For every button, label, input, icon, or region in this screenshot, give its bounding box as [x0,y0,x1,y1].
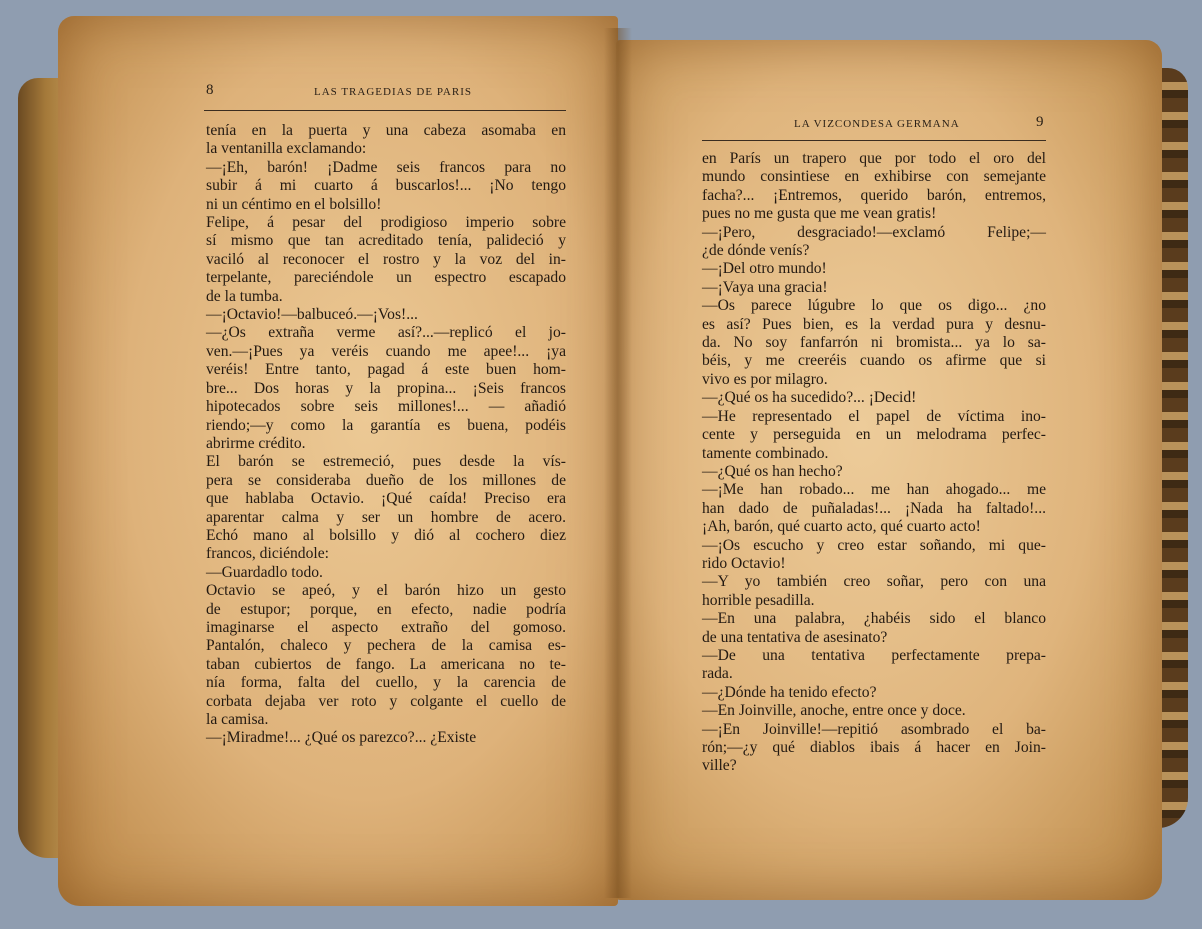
right-page-number: 9 [1036,114,1044,130]
right-running-head: LA VIZCONDESA GERMANA [794,118,960,130]
text-line: es así? Pues bien, es la verdad pura y desnu- [702,315,1046,333]
text-line: sí mismo que tan acreditado tenía, palideció y [206,232,566,250]
text-line: —En Joinville, anoche, entre once y doce. [702,702,966,720]
text-line: —En una palabra, ¿habéis sido el blanco [702,610,1046,628]
left-page [58,16,618,906]
text-line: subir á mi cuarto á buscarlos!... ¡No tengo [206,177,566,195]
text-line: vaciló al reconocer el rostro y la voz del in- [206,250,566,268]
text-line: béis, y me creeréis cuando os afirme que si [702,352,1046,370]
text-line: tamente combinado. [702,444,829,462]
text-line: —¡Pero, desgraciado!—exclamó Felipe;— [702,223,1046,241]
text-line: rido Octavio! [702,554,786,572]
text-line: ven.—¡Pues ya veréis cuando me apee!... ¡ya [206,342,566,360]
text-line: Pantalón, chaleco y pechera de la camisa es- [206,637,566,655]
text-line: veréis! Entre tanto, pagad á este buen hom- [206,361,566,379]
right-page-text [702,150,1046,776]
text-line: rón;—¿y qué diablos ibais á hacer en Join- [702,739,1046,756]
text-line: imaginarse el aspecto extraño del gomoso. [206,618,566,636]
text-line: facha?... ¡Entremos, querido barón, entremos, [702,186,1046,204]
text-line: abrirme crédito. [206,434,306,452]
text-line: —¡Os escucho y creo estar soñando, mi que- [702,536,1046,554]
book-gutter [604,28,632,898]
text-line: la ventanilla exclamando: [206,140,367,158]
text-line: —Guardadlo todo. [206,563,323,581]
text-line: —¡Miradme!... ¿Qué os parezco?... ¿Existe [206,729,477,747]
text-line: de la tumba. [206,287,283,305]
text-line: ¡Ah, barón, qué cuarto acto, qué cuarto acto! [702,518,981,536]
text-line: —¡Octavio!—balbuceó.—¡Vos!... [206,306,418,324]
text-line: —¡Me han robado... me han ahogado... me [702,481,1046,499]
text-line: Octavio se apeó, y el barón hizo un gesto [206,582,566,600]
text-line: —¡Vaya una gracia! [702,278,828,296]
text-line: bre... Dos horas y la propina... ¡Seis francos [206,379,566,397]
left-page-text [206,122,566,748]
right-page [616,40,1162,900]
text-line: —¿Qué os han hecho? [702,462,843,480]
text-line: —Os parece lúgubre lo que os digo... ¿no [702,297,1046,315]
text-line: mundo consintiese en exhibirse con semejante [702,168,1046,186]
text-line: vivo es por milagro. [702,370,828,388]
text-line: da. No soy fanfarrón ni bromista... ya lo sa- [702,334,1046,352]
text-line: han dado de puñaladas!... ¡Nada ha faltado!... [702,499,1046,517]
left-page-number: 8 [206,82,214,98]
text-line: ¿de dónde venís? [702,242,810,260]
left-header-rule [204,110,566,111]
text-line: corbata dejaba ver roto y colgante el cuello de [206,692,566,710]
right-header-rule [702,140,1046,141]
text-line: —¿Os extraña verme así?...—replicó el jo- [206,324,566,342]
text-line: nía forma, falta del cuello, y la carencia de [206,674,566,692]
text-line: pues no me gusta que me vean gratis! [702,205,937,223]
text-line: que hablaba Octavio. ¡Qué caída! Preciso era [206,490,566,508]
text-line: en París un trapero que por todo el oro del [702,150,1046,167]
text-line: francos, diciéndole: [206,545,329,563]
text-line: riendo;—y como la garantía es buena, podéis [206,416,566,434]
text-line: —¡En Joinville!—repitió asombrado el ba- [702,720,1046,738]
text-line: —¿Qué os ha sucedido?... ¡Decid! [702,389,917,407]
text-line: —He representado el papel de víctima ino- [702,407,1046,425]
text-line: horrible pesadilla. [702,591,815,609]
text-line: —¿Dónde ha tenido efecto? [702,683,877,701]
text-line: la camisa. [206,711,269,728]
text-line: ni un céntimo en el bolsillo! [206,195,382,213]
text-line: —¡Del otro mundo! [702,260,827,278]
text-line: ville? [702,757,737,775]
text-line: rada. [702,665,733,683]
text-line: de una tentativa de asesinato? [702,628,888,646]
left-running-head: LAS TRAGEDIAS DE PARIS [314,86,472,98]
text-line: —De una tentativa perfectamente prepa- [702,646,1046,664]
text-line: Echó mano al bolsillo y dió al cochero diez [206,526,566,544]
text-line: —Y yo también creo soñar, pero con una [702,573,1046,591]
open-book [18,8,1188,920]
text-line: de estupor; porque, en efecto, nadie podría [206,600,566,618]
text-line: terpelante, pareciéndole un espectro escapado [206,269,566,287]
text-line: cente y perseguida en un melodrama perfec- [702,426,1046,444]
text-line: Felipe, á pesar del prodigioso imperio sobre [206,214,566,232]
text-line: aparentar calma y ser un hombre de acero. [206,508,566,526]
text-line: —¡Eh, barón! ¡Dadme seis francos para no [206,158,566,176]
text-line: El barón se estremeció, pues desde la vís- [206,453,566,471]
text-line: hipotecados sobre seis millones!... — añadió [206,398,566,416]
text-line: tenía en la puerta y una cabeza asomaba en [206,122,566,139]
text-line: pera se consideraba dueño de los millones de [206,471,566,489]
text-line: taban cubiertos de fango. La americana no te- [206,655,566,673]
